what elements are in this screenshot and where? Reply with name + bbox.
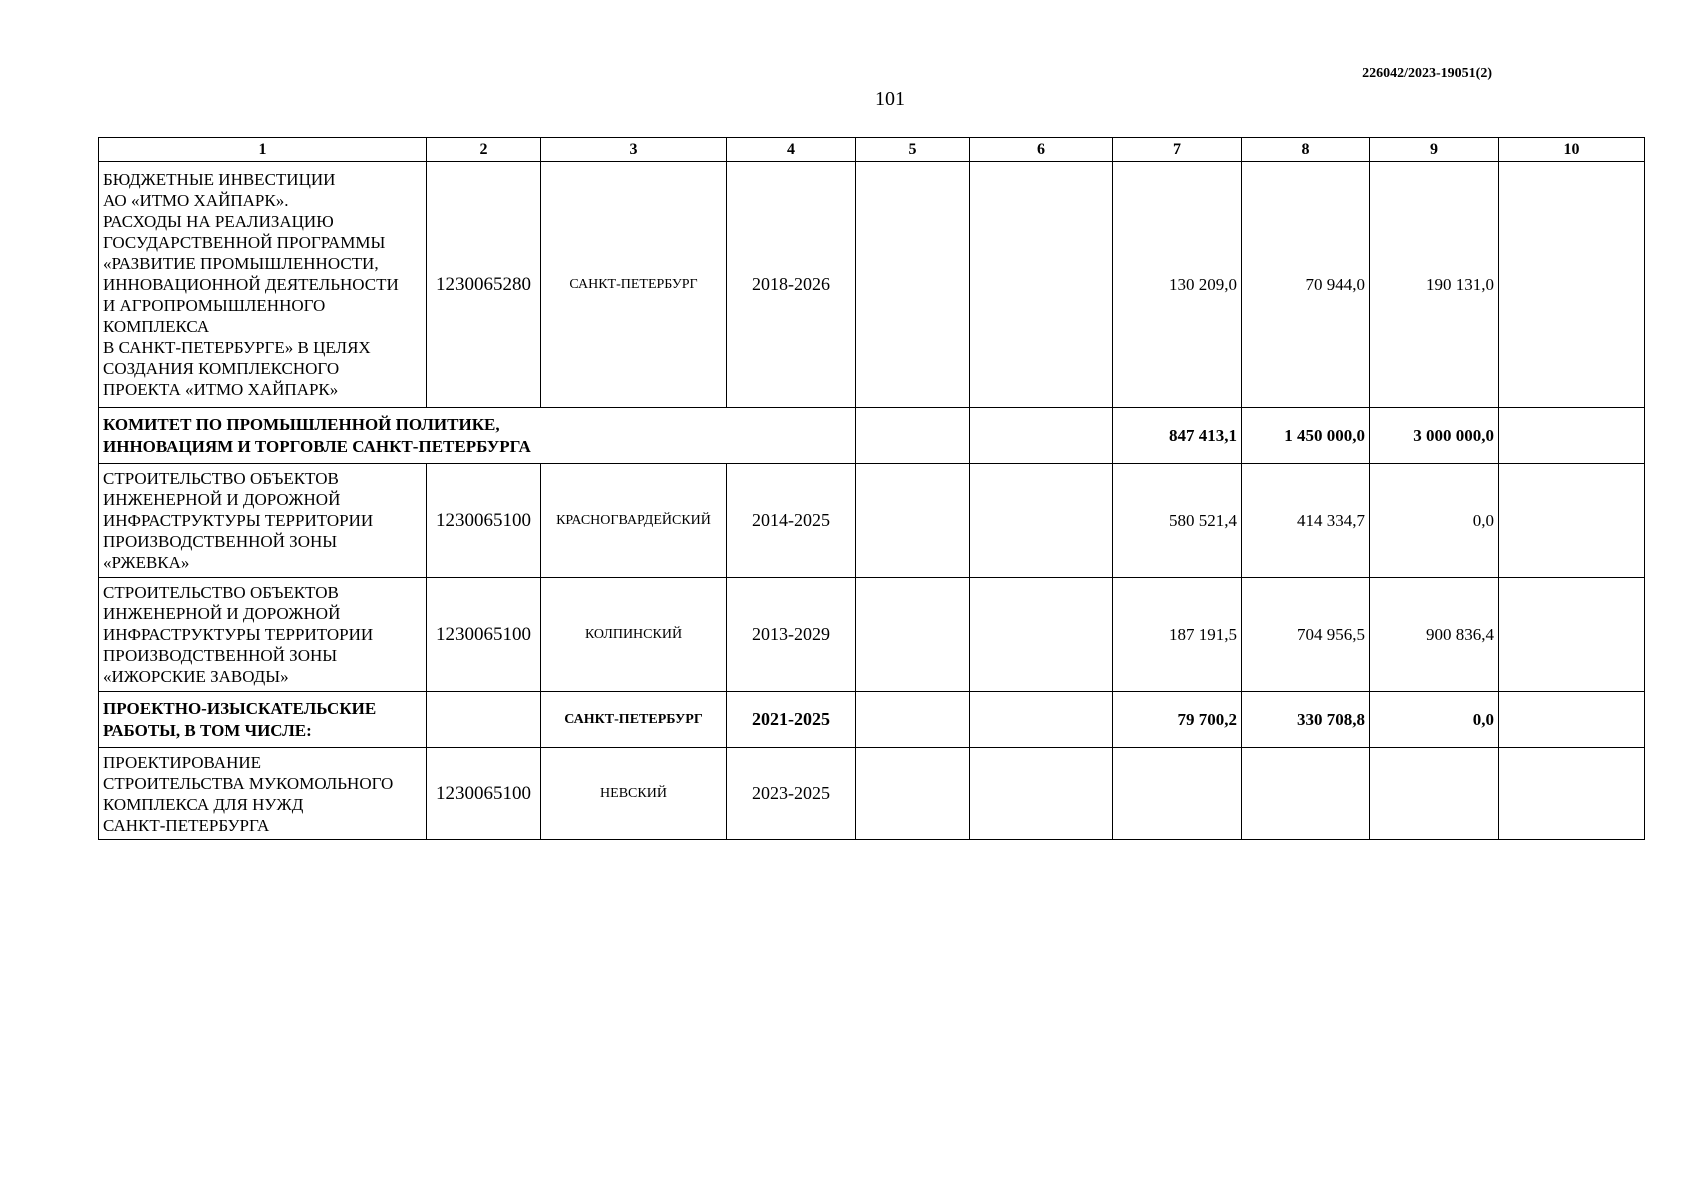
col7-value [1113,748,1242,840]
section-name [99,408,856,464]
name-line: «ИЖОРСКИЕ ЗАВОДЫ» [103,667,289,686]
page-number: 101 [875,88,905,110]
column-header: 4 [727,138,856,162]
name-line: И АГРОПРОМЫШЛЕННОГО [103,296,326,315]
column-header: 3 [541,138,727,162]
section-row [99,408,1645,464]
col9-value: 900 836,4 [1370,578,1499,692]
col9-value: 0,0 [1370,464,1499,578]
col10-value [1499,748,1645,840]
column-header: 1 [99,138,427,162]
col5-value [856,578,970,692]
name-line: КОМПЛЕКСА [103,317,210,336]
row-name [99,692,427,748]
column-header: 6 [970,138,1113,162]
name-line: РАБОТЫ, В ТОМ ЧИСЛЕ: [103,720,312,740]
name-line: «РЖЕВКА» [103,553,190,572]
col9-value [1370,748,1499,840]
name-line: В САНКТ-ПЕТЕРБУРГЕ» В ЦЕЛЯХ [103,338,371,357]
col8-value: 704 956,5 [1242,578,1370,692]
table-row [99,162,1645,408]
table-row [99,464,1645,578]
col6-value [970,162,1113,408]
col8-value [1242,748,1370,840]
table-row [99,692,1645,748]
document-id: 226042/2023-19051(2) [1362,66,1492,81]
name-line: «РАЗВИТИЕ ПРОМЫШЛЕННОСТИ, [103,254,379,273]
col10-value [1499,692,1645,748]
col10-value [1499,578,1645,692]
col5-value [856,464,970,578]
col5-value [856,748,970,840]
budget-code [427,692,541,748]
district: НЕВСКИЙ [541,748,727,840]
row-name [99,578,427,692]
name-line: КОМИТЕТ ПО ПРОМЫШЛЕННОЙ ПОЛИТИКЕ, [103,414,500,434]
budget-table [98,137,1645,840]
name-line: БЮДЖЕТНЫЕ ИНВЕСТИЦИИ [103,170,336,189]
district: САНКТ-ПЕТЕРБУРГ [541,692,727,748]
name-line: ИННОВАЦИЯМ И ТОРГОВЛЕ САНКТ-ПЕТЕРБУРГА [103,436,531,456]
col5-value [856,162,970,408]
name-line: АО «ИТМО ХАЙПАРК». [103,191,289,210]
name-line: КОМПЛЕКСА ДЛЯ НУЖД [103,794,304,814]
row-name [99,464,427,578]
column-header: 7 [1113,138,1242,162]
col6-value [970,748,1113,840]
name-line: ИНЖЕНЕРНОЙ И ДОРОЖНОЙ [103,604,341,623]
col6-value [970,464,1113,578]
name-line: СТРОИТЕЛЬСТВО ОБЪЕКТОВ [103,583,339,602]
name-line: ИНЖЕНЕРНОЙ И ДОРОЖНОЙ [103,490,341,509]
col10-value [1499,162,1645,408]
district: КОЛПИНСКИЙ [541,578,727,692]
col7-value: 187 191,5 [1113,578,1242,692]
name-line: ПРОИЗВОДСТВЕННОЙ ЗОНЫ [103,532,338,551]
name-line: ИНФРАСТРУКТУРЫ ТЕРРИТОРИИ [103,625,374,644]
budget-code: 1230065100 [427,578,541,692]
col8-value: 70 944,0 [1242,162,1370,408]
name-line: СОЗДАНИЯ КОМПЛЕКСНОГО [103,359,340,378]
name-line: ИНФРАСТРУКТУРЫ ТЕРРИТОРИИ [103,511,374,530]
row-name [99,162,427,408]
col5-value [856,692,970,748]
col7-value: 847 413,1 [1113,408,1242,464]
col6-value [970,578,1113,692]
name-line: ПРОЕКТА «ИТМО ХАЙПАРК» [103,380,339,399]
table-row [99,748,1645,840]
name-line: ПРОЕКТНО-ИЗЫСКАТЕЛЬСКИЕ [103,698,377,718]
col10-value [1499,408,1645,464]
name-line: РАСХОДЫ НА РЕАЛИЗАЦИЮ [103,212,334,231]
col7-value: 580 521,4 [1113,464,1242,578]
col6-value [970,692,1113,748]
column-header: 9 [1370,138,1499,162]
budget-code: 1230065280 [427,162,541,408]
col6-value [970,408,1113,464]
budget-code: 1230065100 [427,748,541,840]
column-header: 2 [427,138,541,162]
col9-value: 190 131,0 [1370,162,1499,408]
name-line: СТРОИТЕЛЬСТВО ОБЪЕКТОВ [103,469,339,488]
name-line: САНКТ-ПЕТЕРБУРГА [103,815,270,835]
column-header: 10 [1499,138,1645,162]
col7-value: 79 700,2 [1113,692,1242,748]
name-line: ПРОЕКТИРОВАНИЕ [103,752,262,772]
years: 2014-2025 [727,464,856,578]
column-header: 5 [856,138,970,162]
years: 2021-2025 [727,692,856,748]
name-line: ИННОВАЦИОННОЙ ДЕЯТЕЛЬНОСТИ [103,275,399,294]
district: КРАСНОГВАРДЕЙСКИЙ [541,464,727,578]
years: 2013-2029 [727,578,856,692]
name-line: ГОСУДАРСТВЕННОЙ ПРОГРАММЫ [103,233,386,252]
col7-value: 130 209,0 [1113,162,1242,408]
column-header: 8 [1242,138,1370,162]
name-line: ПРОИЗВОДСТВЕННОЙ ЗОНЫ [103,646,338,665]
years: 2023-2025 [727,748,856,840]
col9-value: 0,0 [1370,692,1499,748]
district: САНКТ-ПЕТЕРБУРГ [541,162,727,408]
table-row [99,578,1645,692]
col5-value [856,408,970,464]
col8-value: 1 450 000,0 [1242,408,1370,464]
budget-code: 1230065100 [427,464,541,578]
name-line: СТРОИТЕЛЬСТВА МУКОМОЛЬНОГО [103,773,394,793]
col8-value: 330 708,8 [1242,692,1370,748]
row-name [99,748,427,840]
col10-value [1499,464,1645,578]
col9-value: 3 000 000,0 [1370,408,1499,464]
years: 2018-2026 [727,162,856,408]
col8-value: 414 334,7 [1242,464,1370,578]
header-row [99,138,1645,162]
